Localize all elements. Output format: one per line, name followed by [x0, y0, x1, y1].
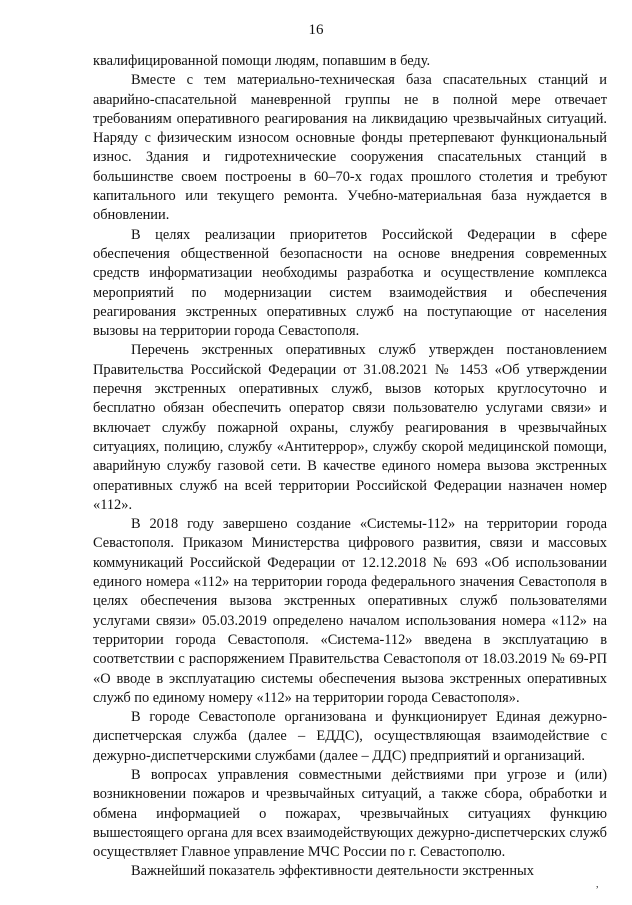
paragraph-efficiency: Важнейший показатель эффективности деятельности экстренных: [131, 863, 534, 880]
paragraph-material-base: Вместе с тем материально-техническая база спасательных станций и аварийно-спасательной маневренной группы не в полной мере отвечает требованиям оперативного реагирования на ликвидацию чрезвычайных ситуаций. Наряду с физическим износом основные фонды претерпевают функциональный износ. Здания и гидротехнические сооружения спасательных станций в большинстве своем построены в 60–70-х годах прошлого столетия и требуют капитального или текущего ремонта. Учебно-материальная база нуждается в обновлении.: [93, 72, 607, 224]
paragraph-emergency-services-list: Перечень экстренных оперативных служб утвержден постановлением Правительства Российской Федерации от 31.08.2021 № 1453 «Об утверждении перечня экстренных оперативных служб, вызов которых круглосуточно и бесплатно обязан обеспечить оператор связи пользователю услугами связи» и включает службу пожарной охраны, службу реагирования в чрезвычайных ситуациях, полицию, службу «Антитеррор», службу скорой медицинской помощи, аварийную службу газовой сети. В качестве единого номера вызова экстренных оперативных служб на всей территории Российской Федерации назначен номер «112».: [93, 342, 607, 513]
paragraph-coordination: В вопросах управления совместными действиями при угрозе и (или) возникновении пожаров и чрезвычайных ситуаций, а также сбора, обработки и обмена информацией о пожарах, чрезвычайных ситуациях функцию вышестоящего органа для всех взаимодействующих дежурно-диспетчерских служб осуществляет Главное управление МЧС России по г. Севастополю.: [93, 766, 607, 861]
paragraph-priorities: В целях реализации приоритетов Российской Федерации в сфере обеспечения общественной безопасности на основе внедрения современных средств информатизации необходимы разработка и осуществление комплекса мероприятий по модернизации систем взаимодействия и обеспечения реагирования экстренных оперативных служб на поступающие от населения вызовы на территории города Севастополя.: [93, 226, 607, 340]
document-body: [93, 52, 607, 882]
paragraph-edds: В городе Севастополе организована и функционирует Единая дежурно-диспетчерская служба (далее – ЕДДС), осуществляющая взаимодействие с дежурно-диспетчерскими службами (далее – ДДС) предприятий и организаций.: [93, 709, 607, 764]
paragraph-continuation: квалифицированной помощи людям, попавшим в беду.: [93, 53, 431, 69]
page-number: 16: [308, 22, 324, 38]
scan-mark-icon: ,: [596, 879, 599, 890]
paragraph-system-112: В 2018 году завершено создание «Системы-112» на территории города Севастополя. Приказом Министерства цифрового развития, связи и массовых коммуникаций Российской Федерации от 12.12.2018 № 693 «Об использовании единого номера «112» на территории города федерального значения Севастополя в целях обеспечения вызова экстренных оперативных служб пользователями услугами связи» 05.03.2019 определено началом использования номера «112» на территории города Севастополя. «Система-112» введена в эксплуатацию в соответствии с распоряжением Правительства Севастополя от 18.03.2019 № 69-РП «О вводе в эксплуатацию системы обеспечения вызова экстренных оперативных служб по единому номеру «112» на территории города Севастополя».: [93, 516, 607, 706]
